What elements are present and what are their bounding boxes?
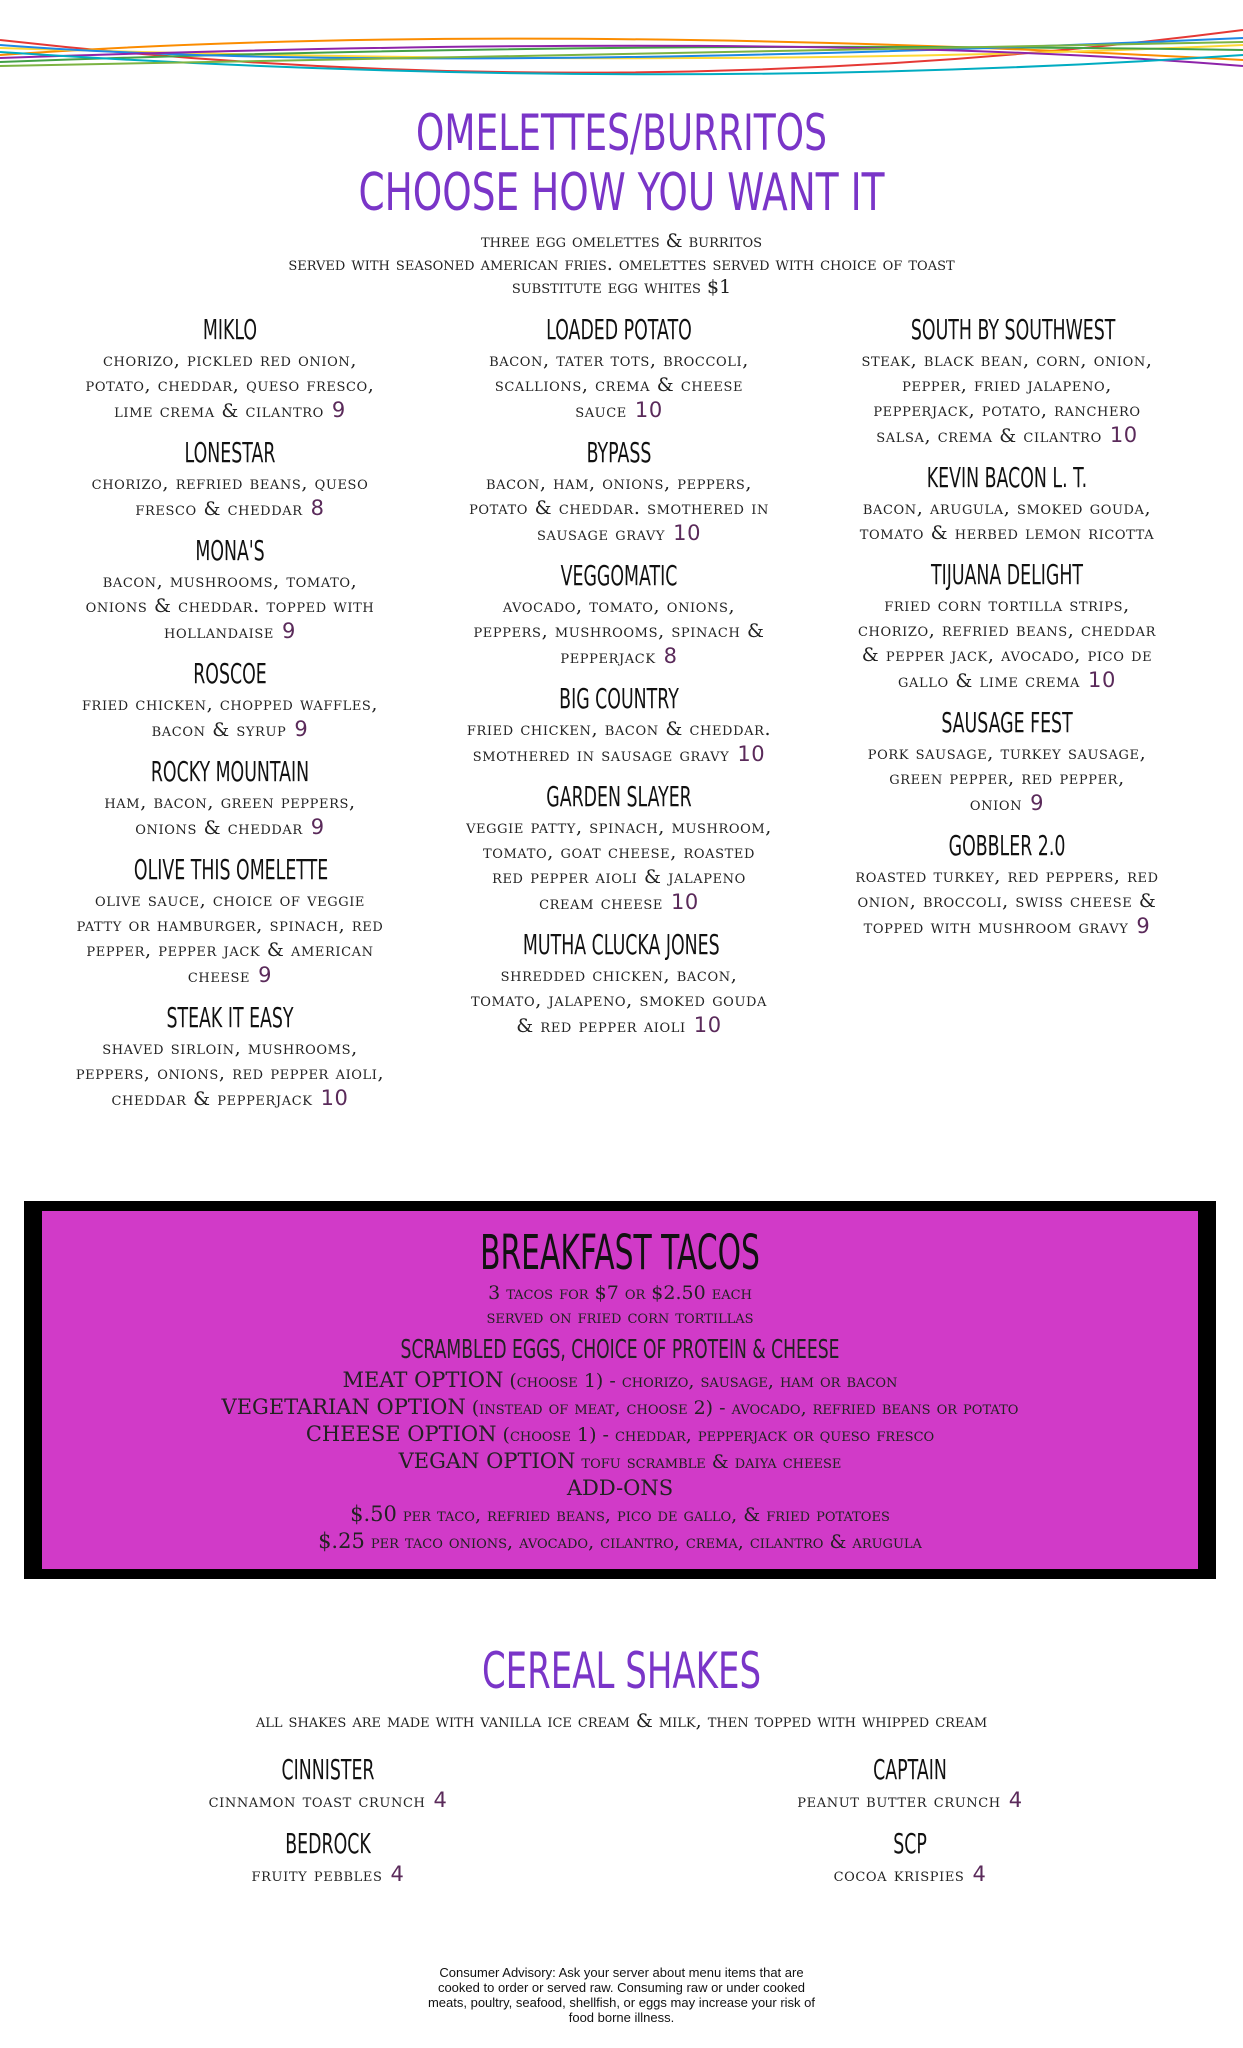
taco-option (42, 1475, 1198, 1501)
advisory-line: food borne illness. (568, 2010, 675, 2025)
item-description: pork sausage, turkey sausage, green pepper, red pepper, onion (867, 742, 1147, 815)
menu-column-3 (852, 312, 1162, 951)
breakfast-tacos-panel (24, 1201, 1216, 1579)
option-label: $.50 (350, 1502, 397, 1526)
item-description: shredded chicken, bacon, tomato, jalapeno, smoked gouda & red pepper aioli (470, 964, 768, 1037)
menu-item (464, 435, 774, 547)
menu-item (852, 705, 1162, 817)
menu-item (464, 558, 774, 670)
shake-item (730, 1826, 1090, 1888)
item-price: 9 (1030, 791, 1045, 815)
item-price: 4 (390, 1862, 405, 1886)
option-label: CHEESE OPTION (305, 1422, 497, 1446)
taco-option (42, 1501, 1198, 1528)
item-description: ham, bacon, green peppers, onions & cheddar (104, 791, 356, 839)
item-price: 9 (282, 619, 296, 643)
advisory-line: meats, poultry, seafood, shellfish, or eggs may increase your risk of (427, 1995, 816, 2010)
item-name: OLIVE THIS OMELETTE (133, 853, 329, 886)
item-description: peanut butter crunch (797, 1790, 1001, 1812)
item-name: KEVIN BACON L. T. (926, 461, 1088, 494)
menu-item (75, 754, 385, 841)
menu-item (852, 460, 1162, 546)
item-description: fried corn tortilla strips, chorizo, refried beans, cheddar & pepper jack, avocado, pico de gallo & lime crema (858, 594, 1156, 692)
item-name: SCP (893, 1827, 927, 1860)
item-description: fried chicken, bacon & cheddar. smothered in sausage gravy (466, 718, 772, 766)
intro-line: substitute egg whites $1 (511, 276, 732, 298)
shake-item (730, 1752, 1090, 1814)
item-price: 4 (433, 1788, 448, 1812)
menu-item (852, 828, 1162, 940)
decorative-streamers (0, 0, 1243, 90)
menu-item (75, 656, 385, 743)
item-price: 9 (294, 717, 309, 741)
option-text: per taco, refried beans, pico de gallo, & fried potatoes (396, 1504, 890, 1526)
taco-option (42, 1448, 1198, 1475)
consumer-advisory (0, 1965, 1243, 2025)
item-name: BIG COUNTRY (559, 682, 679, 715)
taco-option (42, 1367, 1198, 1394)
shake-item (148, 1752, 508, 1814)
menu-item (464, 681, 774, 768)
shake-item (148, 1826, 508, 1888)
option-label: $.25 (318, 1529, 365, 1553)
item-name: VEGGOMATIC (560, 559, 678, 592)
menu-item (464, 779, 774, 916)
item-name: MUTHA CLUCKA JONES (522, 928, 720, 961)
option-label: MEAT OPTION (342, 1368, 504, 1392)
section-title: OMELETTES/BURRITOS (416, 104, 827, 162)
item-price: 10 (673, 521, 702, 545)
intro-text (0, 230, 1243, 299)
tacos-subtitle: SCRAMBLED EGGS, CHOICE OF PROTEIN & CHEESE (400, 1335, 840, 1365)
item-price: 10 (737, 742, 766, 766)
intro-line: three egg omelettes & burritos (480, 230, 763, 252)
option-text: (choose 1) - cheddar, pepperjack or queso fresco (496, 1424, 935, 1446)
item-description: fried chicken, chopped waffles, bacon & syrup (81, 693, 379, 741)
menu-item (464, 312, 774, 424)
tacos-served-line: served on fried corn tortillas (486, 1306, 754, 1328)
item-price: 8 (310, 496, 325, 520)
item-description: steak, black bean, corn, onion, pepper, fried jalapeno, pepperjack, potato, ranchero salsa, crema & cilantro (861, 349, 1153, 447)
item-description: roasted turkey, red peppers, red onion, broccoli, swiss cheese & topped with mushroom gravy (855, 865, 1159, 938)
item-description: cinnamon toast crunch (208, 1790, 426, 1812)
item-name: ROSCOE (193, 657, 267, 690)
item-description: chorizo, pickled red onion, potato, cheddar, queso fresco, lime crema & cilantro (85, 349, 375, 422)
item-name: STEAK IT EASY (166, 1001, 294, 1034)
item-name: GOBBLER 2.0 (948, 829, 1066, 862)
item-price: 9 (258, 963, 273, 987)
item-price: 9 (310, 815, 325, 839)
taco-option (42, 1421, 1198, 1448)
item-price: 9 (331, 398, 346, 422)
item-name: CINNISTER (281, 1753, 375, 1786)
tacos-price-line: 3 tacos for $7 or $2.50 each (488, 1282, 752, 1304)
option-label: VEGETARIAN OPTION (221, 1395, 466, 1419)
menu-item (75, 852, 385, 989)
option-text: (instead of meat, choose 2) - avocado, refried beans or potato (465, 1397, 1019, 1419)
item-name: SAUSAGE FEST (941, 706, 1073, 739)
item-description: veggie patty, spinach, mushroom, tomato, goat cheese, roasted red pepper aioli & jalapeno cream cheese (466, 816, 772, 914)
item-price: 10 (1109, 423, 1138, 447)
option-label: VEGAN OPTION (398, 1449, 576, 1473)
item-name: TIJUANA DELIGHT (930, 558, 1084, 591)
item-name: ROCKY MOUNTAIN (150, 755, 310, 788)
item-description: bacon, mushrooms, tomato, onions & cheddar. topped with hollandaise (85, 570, 375, 643)
item-description: fruity pebbles (251, 1864, 383, 1886)
item-price: 4 (1008, 1788, 1023, 1812)
item-price: 9 (1136, 914, 1151, 938)
item-description: bacon, arugula, smoked gouda, tomato & herbed lemon ricotta (859, 497, 1155, 544)
option-label: ADD-ONS (566, 1476, 674, 1500)
item-price: 10 (693, 1013, 722, 1037)
taco-option (42, 1528, 1198, 1555)
item-name: MIKLO (202, 313, 258, 346)
menu-item (75, 533, 385, 645)
menu-item (852, 312, 1162, 449)
option-text: per taco onions, avocado, cilantro, crema, cilantro & arugula (364, 1531, 922, 1553)
taco-option (42, 1394, 1198, 1421)
tacos-panel-inner (42, 1211, 1198, 1569)
item-description: cocoa krispies (833, 1864, 965, 1886)
option-text: tofu scramble & daiya cheese (575, 1451, 842, 1473)
item-price: 8 (663, 644, 678, 668)
item-description: chorizo, refried beans, queso fresco & cheddar (91, 472, 369, 520)
menu-item (464, 927, 774, 1039)
menu-item (75, 435, 385, 522)
item-name: LOADED POTATO (546, 313, 692, 346)
item-name: SOUTH BY SOUTHWEST (910, 313, 1116, 346)
shakes-note: all shakes are made with vanilla ice cream & milk, then topped with whipped cream (255, 1710, 988, 1732)
item-description: bacon, tater tots, broccoli, scallions, crema & cheese sauce (489, 349, 749, 422)
item-name: MONA'S (195, 534, 265, 567)
item-price: 10 (320, 1086, 349, 1110)
item-description: shaved sirloin, mushrooms, peppers, onions, red pepper aioli, cheddar & pepperjack (75, 1037, 385, 1110)
section-subtitle: CHOOSE HOW YOU WANT IT (358, 163, 885, 223)
item-name: LONESTAR (184, 436, 276, 469)
item-price: 10 (1088, 668, 1116, 692)
item-price: 10 (670, 890, 699, 914)
menu-column-2 (464, 312, 774, 1050)
shakes-title: CEREAL SHAKES (481, 1642, 762, 1700)
item-description: olive sauce, choice of veggie patty or hamburger, spinach, red pepper, pepper jack & american cheese (76, 889, 384, 987)
item-price: 10 (634, 398, 663, 422)
option-text: (choose 1) - chorizo, sausage, ham or bacon (503, 1370, 898, 1392)
intro-line: served with seasoned american fries. omelettes served with choice of toast (288, 253, 955, 275)
tacos-title: BREAKFAST TACOS (480, 1225, 760, 1281)
advisory-line: cooked to order or served raw. Consuming raw or under cooked (437, 1980, 806, 1995)
item-name: CAPTAIN (873, 1753, 947, 1786)
item-name: BYPASS (586, 436, 652, 469)
advisory-line: Consumer Advisory: Ask your server about menu items that are (439, 1965, 804, 1980)
menu-item (852, 557, 1162, 694)
menu-item (75, 1000, 385, 1112)
menu-column-1 (75, 312, 385, 1123)
item-name: BEDROCK (285, 1827, 371, 1860)
item-description: bacon, ham, onions, peppers, potato & cheddar. smothered in sausage gravy (469, 472, 769, 545)
item-name: GARDEN SLAYER (546, 780, 692, 813)
item-description: avocado, tomato, onions, peppers, mushrooms, spinach & pepperjack (473, 595, 765, 668)
menu-item (75, 312, 385, 424)
item-price: 4 (972, 1862, 987, 1886)
